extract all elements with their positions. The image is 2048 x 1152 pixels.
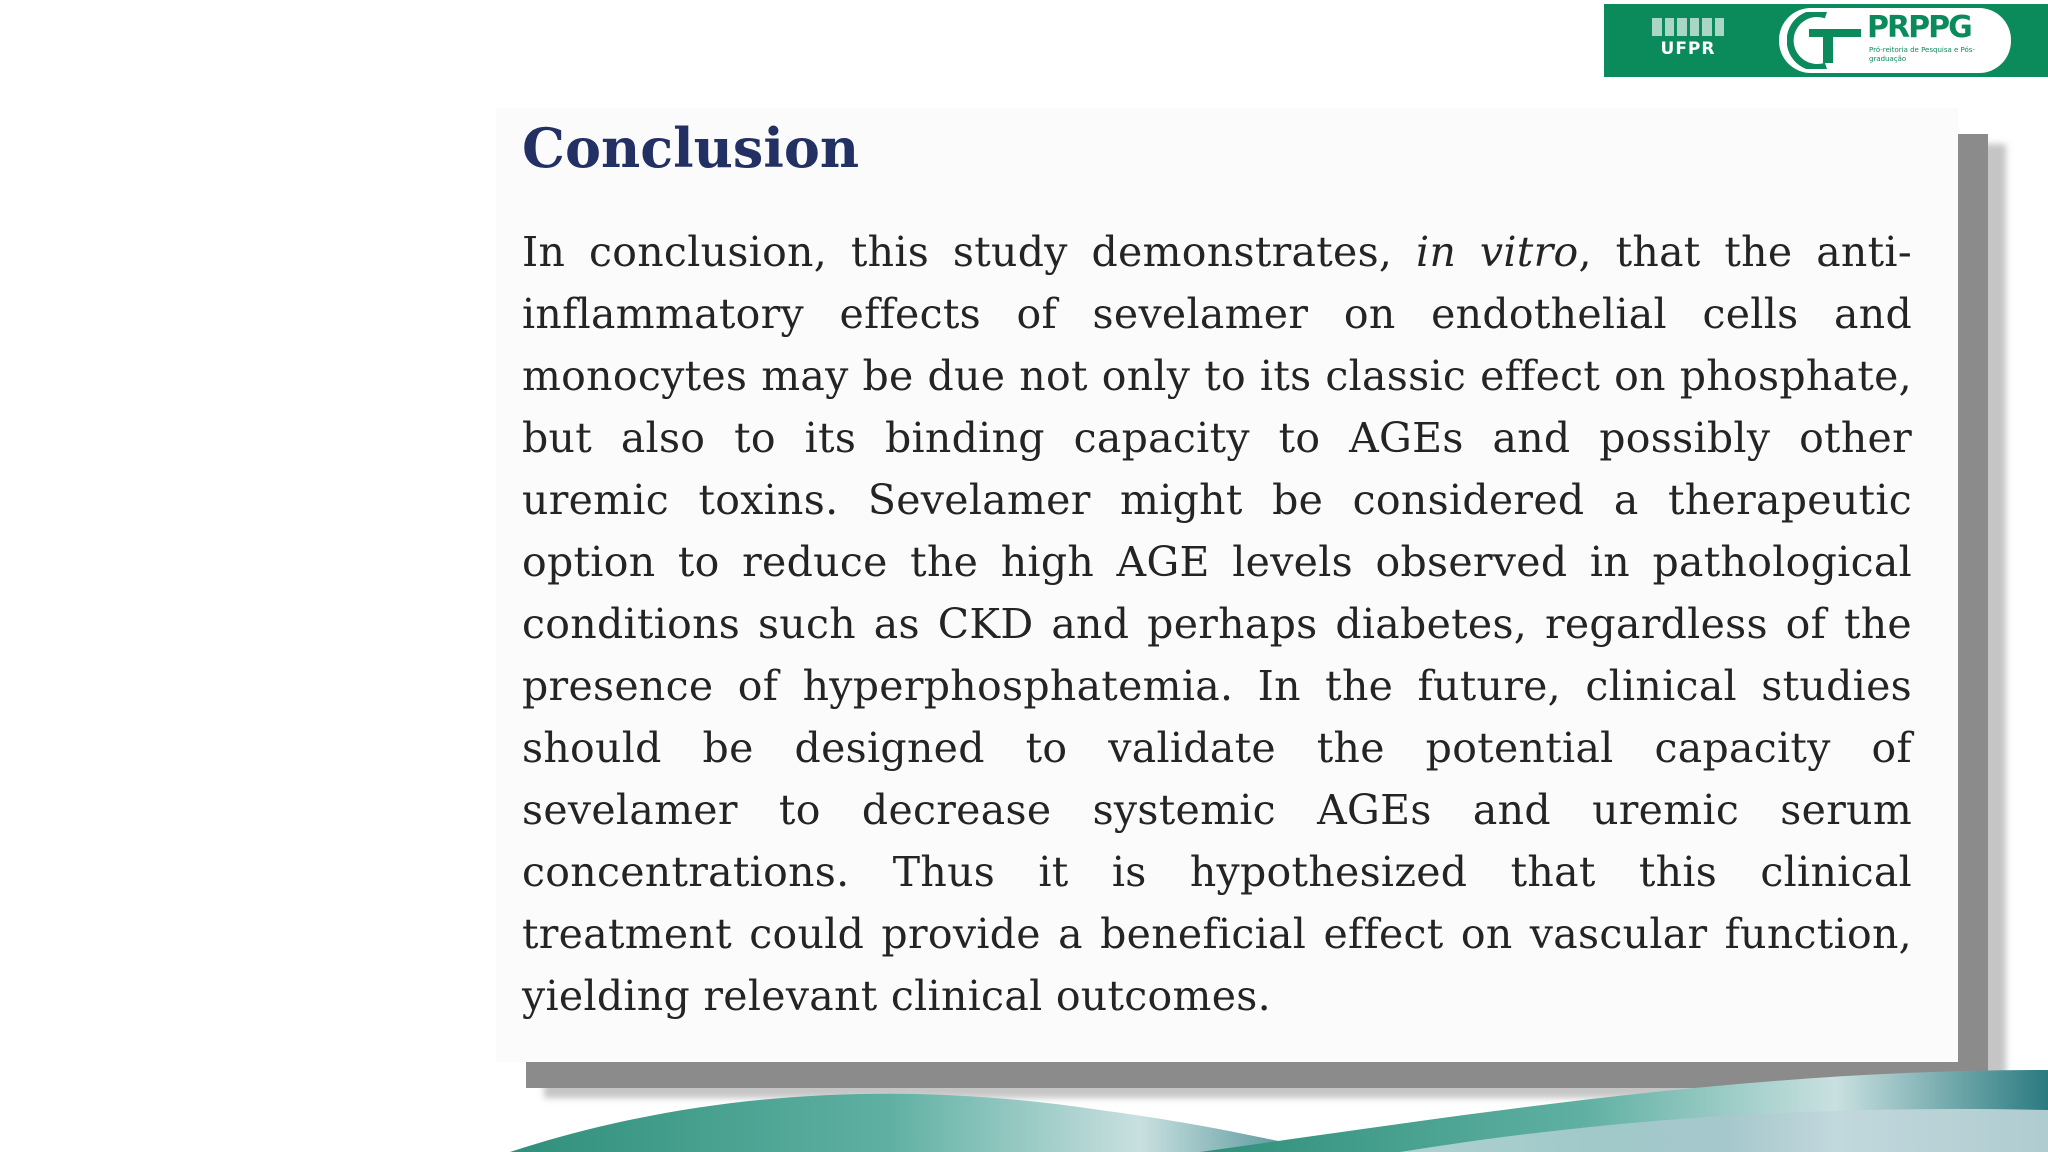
prppg-logo-subtitle: Pró-reitoria de Pesquisa e Pós-graduação xyxy=(1869,46,1975,63)
ufpr-logo xyxy=(1648,18,1728,64)
decorative-wave xyxy=(0,1050,2048,1152)
prppg-logo-name: PRPPG xyxy=(1867,10,1971,45)
conclusion-heading: Conclusion xyxy=(522,116,860,180)
paragraph-text-rest: , that the anti-inflammatory effects of sevelamer on endothelial cells and monocytes may be due not only to its classic effect on phosphate, but also to its binding capacity to AGEs and possibly other uremic toxins. Sevelamer might be considered a therapeutic option to reduce the high AGE levels observed in pathological conditions such as CKD and perhaps diabetes, regardless of the presence of hyperphosphatemia. In the future, clinical studies should be designed to validate the potential capacity of sevelamer to decrease systemic AGEs and uremic serum concentrations. Thus it is hypothesized that this clinical treatment could provide a beneficial effect on vascular function, yielding relevant clinical outcomes. xyxy=(522,228,1912,1020)
prppg-emblem-icon xyxy=(1787,12,1865,69)
prppg-logo xyxy=(1779,8,2011,73)
paragraph-italic-in-vitro: in vitro xyxy=(1416,228,1579,276)
logo-bar xyxy=(1604,4,2048,77)
ufpr-logo-text: UFPR xyxy=(1660,39,1716,59)
document-excerpt xyxy=(496,108,1958,1062)
ufpr-columns-icon xyxy=(1652,18,1724,36)
paragraph-text-start: In conclusion, this study demonstrates, xyxy=(522,228,1417,276)
conclusion-paragraph xyxy=(522,221,1912,1027)
